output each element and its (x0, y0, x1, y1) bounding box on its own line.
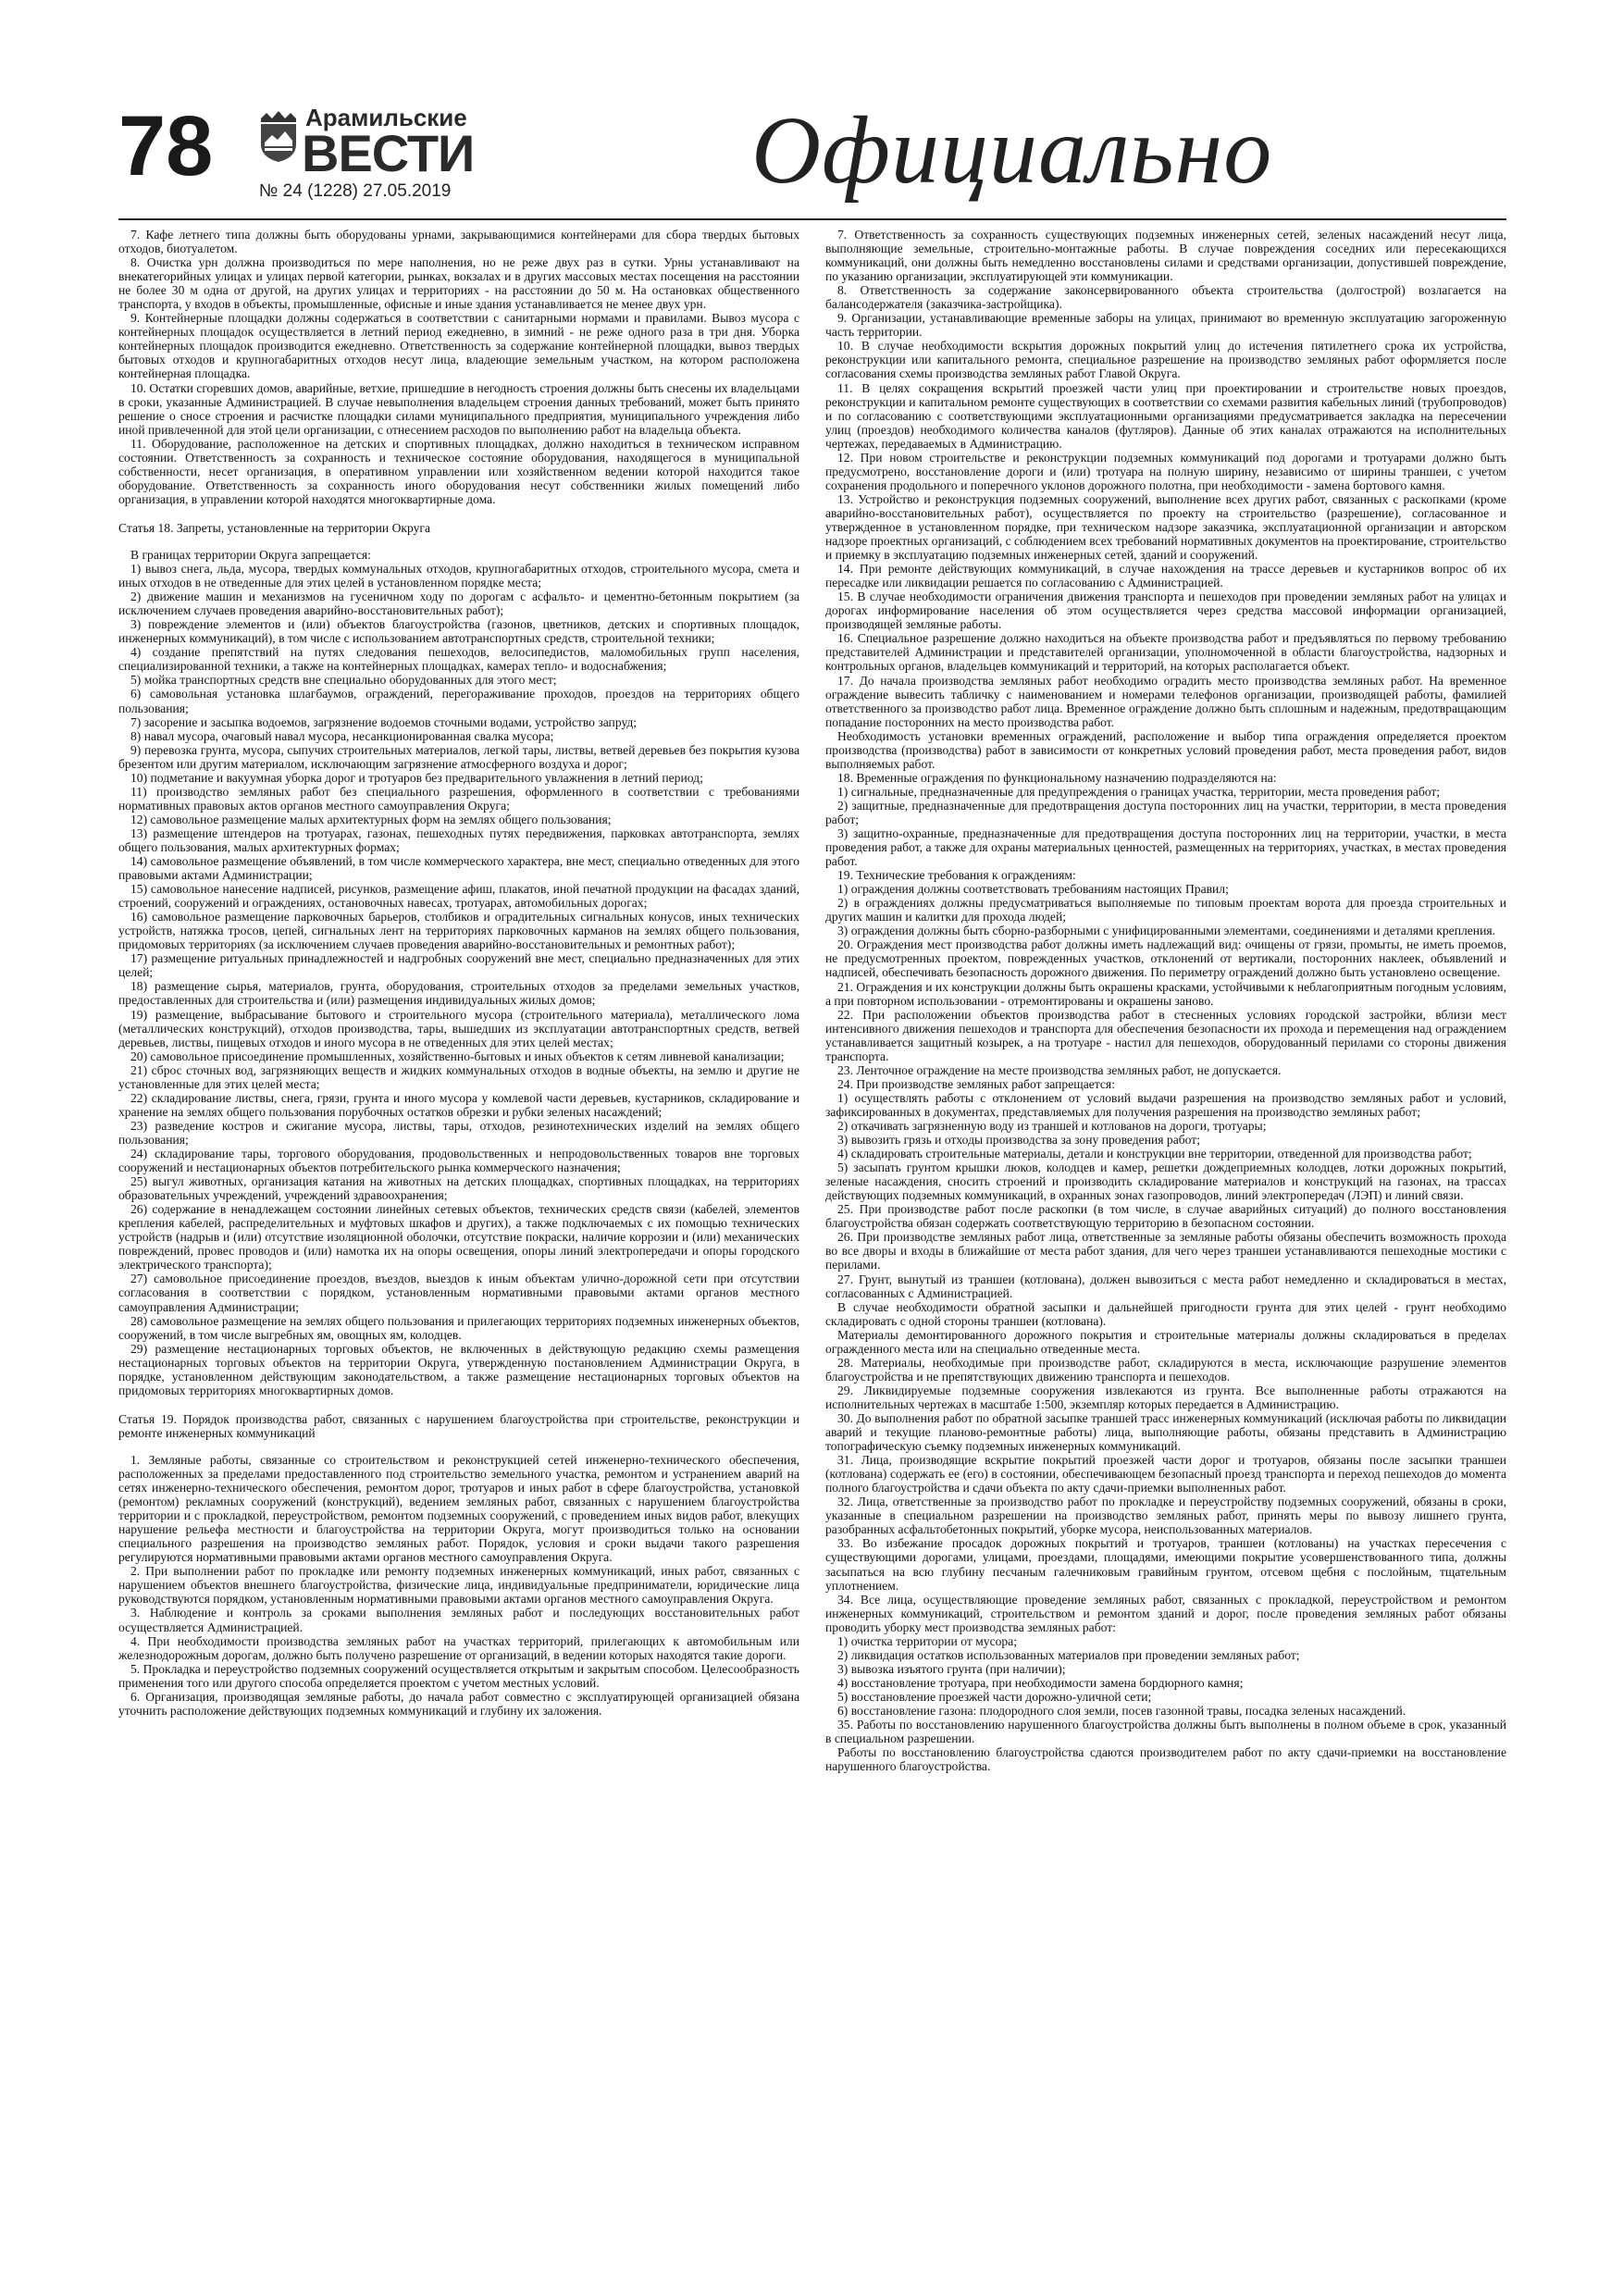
paragraph: 10. В случае необходимости вскрытия дорожных покрытий улиц до истечения пятилетнего срока их устройства, реконструкции или капитального ремонта, специальное разрешение на производство земляных работ оформляется после согласования схемы производства земляных работ Главой Округа. (825, 339, 1506, 381)
paragraph: 23) разведение костров и сжигание мусора, листвы, тары, отходов, резинотехнических изделий на землях общего пользования; (118, 1118, 799, 1147)
paragraph: 2) защитные, предназначенные для предотвращения доступа посторонних лиц на участки, территории, в места проведения работ; (825, 798, 1506, 826)
paragraph: 15) самовольное нанесение надписей, рисунков, размещение афиш, плакатов, иной печатной продукции на фасадах зданий, строений, сооружений и ограждениях, остановочных навесах, тротуарах, автомобильных дорогах; (118, 882, 799, 911)
paragraph: 13) размещение штендеров на тротуарах, газонах, пешеходных путях передвижения, парковках автотранспорта, землях общего пользования, малых архитектурных формах; (118, 825, 799, 854)
paragraph: 10) подметание и вакуумная уборка дорог и тротуаров без предварительного увлажнения в летний период; (130, 770, 703, 785)
paragraph: 17. До начала производства земляных работ необходимо оградить место производства земляных работ. На временное ограждение вывесить табличку с наименованием и номерами телефонов организации, производящей работы, фамилией ответственного за производство работ лица. Временное ограждение должно быть сплошным и надежным, предотвращающим попадание посторонних на место производства работ. (825, 673, 1506, 729)
paragraph: 28. Материалы, необходимые при производстве работ, складируются в места, исключающие разрушение элементов благоустройства и не препятствующих движению транспорта и пешеходов. (825, 1355, 1506, 1384)
paragraph: 11. Оборудование, расположенное на детских и спортивных площадках, должно находиться в техническом исправном состоянии. Ответственность за сохранность и техническое состояние оборудования, находящегося в муниципальной собственности, несет организация, в оперативном управлении или хозяйственном ведении которой находится такое оборудование. Ответственность за сохранность иного оборудования несут собственники жилых помещений либо организация, в управлении которой находятся многоквартирные дома. (118, 436, 799, 506)
paragraph: 7. Ответственность за сохранность существующих подземных инженерных сетей, зеленых насаждений несут лица, выполняющие земельные, строительно-монтажные работы. В случае повреждения соседних или пересекающихся коммуникаций, они должны быть немедленно восстановлены силами и средствами организации, допустившей повреждение, по указанию организации, эксплуатирующей эти коммуникации. (825, 228, 1506, 284)
paragraph: 5) засыпать грунтом крышки люков, колодцев и камер, решетки дождеприемных колодцев, лотки дорожных покрытий, зеленые насаждения, сносить строений и производить складирование материалов и конструкций на газонах, на трассах действующих подземных коммуникаций, в охранных зонах газопроводов, линий электропередач (ЛЭП) и линий связи. (825, 1160, 1506, 1203)
paragraph: 3) вывозка изъятого грунта (при наличии); (837, 1661, 1066, 1676)
paragraph: 26. При производстве земляных работ лица, ответственные за земляные работы обязаны обеспечить возможность прохода во все дворы и входы в ближайшие от места работ здания, для чего через траншеи устанавливаются пешеходные мостики с перилами. (825, 1230, 1506, 1272)
paragraph: Работы по восстановлению благоустройства сдаются производителем работ по акту сдачи-приемки на восстановление нарушенного благоустройства. (825, 1745, 1506, 1774)
paragraph: 4. При необходимости производства земляных работ на участках территорий, прилегающих к автомобильным или железнодорожным дорогам, должно быть получено разрешение от организаций, в ведении которых находятся такие дороги. (118, 1633, 799, 1662)
paragraph: 33. Во избежание просадок дорожных покрытий и тротуаров, траншеи (котлованы) на участках пересечения с существующими дорогами, улицами, проездами, площадями, имеющими покрытие усовершенствованного типа, должны засыпаться на всю глубину песчаным галечниковым гравийным грунтом, отсевом щебня с послойным, тщательным уплотнением. (825, 1536, 1506, 1593)
paragraph: 3) вывозить грязь и отходы производства за зону проведения работ; (837, 1133, 1200, 1148)
paragraph: 19) размещение, выбрасывание бытового и строительного мусора (строительного материала), металлического лома (металлических конструкций), отходов производства, тары, вышедших из эксплуатации автотранспортных средств, ветвей деревьев, листвы, пищевых отходов и иного мусора в не отведенных для этих целей местах; (118, 1007, 799, 1049)
paragraph: 14) самовольное размещение объявлений, в том числе коммерческого характера, вне мест, специально отведенных для этого правовыми актами Администрации; (118, 854, 799, 883)
paragraph: 31. Лица, производящие вскрытие покрытий проезжей части дорог и тротуаров, обязаны после засыпки траншеи (котлована) содержать ее (его) в состоянии, обеспечивающем безопасный проезд транспорта и переход пешеходов до момента полного благоустройства и сдачи объекта по акту сдачи-приемки выполненных работ. (825, 1453, 1506, 1496)
paragraph: 1) ограждения должны соответствовать требованиям настоящих Правил; (837, 882, 1229, 897)
paragraph: 6) восстановление газона: плодородного слоя земли, посев газонной травы, посадка зеленых насаждений. (837, 1703, 1406, 1718)
paragraph: 2) в ограждениях должны предусматриваться выполняемые по типовым проектам ворота для проезда строительных и других машин и калитки для прохода людей; (825, 896, 1506, 925)
paragraph: 11. В целях сокращения вскрытий проезжей части улиц при проектировании и строительстве новых проездов, реконструкции и капитальном ремонте существующих в соответствии со схемами развития кабельных линий (трубопроводов) и по согласованию с соответствующими эксплуатационными организациями предусматривается закладка на пересечении улиц (проездов) необходимого количества каналов (футляров). Данные об этих каналах отражаются на исполнительных чертежах, передаваемых в Администрацию. (825, 380, 1506, 451)
paragraph: 10. Остатки сгоревших домов, аварийные, ветхие, пришедшие в негодность строения должны быть снесены их владельцами в сроки, указанные Администрацией. В случае невыполнения владельцем строения данных требований, может быть принято решение о сносе строения и расчистке площадки силами муниципального предприятия, муниципального учреждения либо иной привлеченной для этой цели организации, с отнесением расходов по выполнению работ на владельца объекта. (118, 380, 799, 437)
paragraph: 14. При ремонте действующих коммуникаций, в случае нахождения на трассе деревьев и кустарников вопрос об их пересадке или ликвидации решается по согласованию с Администрацией. (825, 562, 1506, 590)
paragraph: В границах территории Округа запрещается: (130, 547, 371, 562)
paragraph: Необходимость установки временных ограждений, расположение и выбор типа ограждения определяется проектом производства (производства) работ в зависимости от конкретных условий проведения работ, места проведения работ, видов выполняемых работ. (825, 728, 1506, 771)
paragraph: 32. Лица, ответственные за производство работ по прокладке и переустройству подземных сооружений, обязаны в сроки, указанные в специальном разрешении на производство земляных работ, принять меры по вывозу лишнего грунта, разобранных асфальтобетонных покрытий, уборке мусора, неиспользованных материалов. (825, 1495, 1506, 1537)
paragraph: 13. Устройство и реконструкция подземных сооружений, выполнение всех других работ, связанных с раскопками (кроме аварийно-восстановительных работ), осуществляется по проекту на строительство (разрешение), согласованное и утвержденное в установленном порядке, при техническом надзоре заказчика, эксплуатационной организации и авторском надзоре проектных организаций, с соблюдением всех требований нормативных документов на проектирование, строительство и приемку в эксплуатацию подземных инженерных сетей, зданий и сооружений. (825, 491, 1506, 563)
section-title: Официально (751, 97, 1273, 204)
paragraph: 26) содержание в ненадлежащем состоянии линейных сетевых объектов, технических средств связи (кабелей, элементов крепления кабелей, распределительных и муфтовых шкафов и других), а также подключаемых с их помощью технических устройств (надрыв и (или) отсутствие изоляционной оболочки, отсутствие покраски, наличие коррозии и (или) механических повреждений, провес проводов и (или) намотка их на опоры освещения, опоры линий электропередачи и опоры городского электрического транспорта); (118, 1202, 799, 1272)
issue-info: № 24 (1228) 27.05.2019 (259, 181, 452, 201)
paragraph: 5) мойка транспортных средств вне специально оборудованных для этого мест; (130, 673, 557, 688)
newspaper-logo (257, 102, 479, 185)
paragraph: 27. Грунт, вынутый из траншеи (котлована), должен вывозиться с места работ немедленно и складироваться в местах, согласованных с Администрацией. (825, 1272, 1506, 1300)
paragraph: 4) складировать строительные материалы, детали и конструкции вне территории, отведенной для производства работ; (837, 1147, 1472, 1161)
paragraph: 25) выгул животных, организация катания на животных на детских площадках, спортивных площадках, на территориях образовательных учреждений, учреждений здравоохранения; (118, 1174, 799, 1203)
paragraph: 16. Специальное разрешение должно находиться на объекте производства работ и предъявляться по первому требованию представителей Администрации и представителей организации, уполномоченной в области благоустройства, надзорных и контрольных органов, владельцев коммуникаций и территорий, на которых располагается объект. (825, 631, 1506, 674)
paragraph: 29) размещение нестационарных торговых объектов, не включенных в действующую редакцию схемы размещения нестационарных торговых объектов на территории Округа, утвержденную постановлением Администрации Округа, в порядке, установленном действующим законодательством, а также размещение нестационарных торговых объектов на придомовых территориях многоквартирных домов. (118, 1341, 799, 1397)
paragraph: 1. Земляные работы, связанные со строительством и реконструкцией сетей инженерно-технического обеспечения, расположенных за пределами предоставленного под строительство земельного участка, ремонтом и устранением аварий на сетях инженерно-технического обеспечения, ремонтом дорог, тротуаров и иных работ в сфере благоустройства, установкой (ремонтом) рекламных сооружений (конструкций), ведением земляных работ, связанных с нарушением благоустройства территории и с прокладкой, переустройством, ремонтом подземных сооружений, с проведением иных видов работ, влекущих нарушение рельефа местности и благоустройства на территории Округа, могут производиться только на основании специального разрешения на производство земляных работ. Порядок, условия и сроки выдачи такого разрешения регулируются нормативными правовыми актами органов местного самоуправления Округа. (118, 1452, 799, 1565)
paragraph: 23. Ленточное ограждение на месте производства земляных работ, не допускается. (837, 1062, 1282, 1077)
paragraph: 25. При производстве работ после раскопки (в том числе, в случае аварийных ситуаций) до полного восстановления благоустройства обязан содержать соответствующую территорию в безопасном состоянии. (825, 1202, 1506, 1231)
paragraph: 2) движение машин и механизмов на гусеничном ходу по дорогам с асфальто- и цементно-бетонным покрытием (за исключением случаев проведения аварийно-восстановительных работ); (118, 590, 799, 618)
paragraph: 18. Временные ограждения по функциональному назначению подразделяются на: (837, 770, 1277, 785)
paragraph: 21. Ограждения и их конструкции должны быть окрашены красками, устойчивыми к неблагоприятным погодным условиям, а при повторном использовании - отремонтированы и окрашены заново. (825, 979, 1506, 1008)
logo-title: ВЕСТИ (302, 124, 475, 182)
left-column (118, 228, 799, 1718)
article-heading: Статья 18. Запреты, установленные на территории Округа (118, 520, 431, 535)
paragraph: 2. При выполнении работ по прокладке или ремонту подземных инженерных коммуникаций, иных работ, связанных с нарушением объектов внешнего благоустройства, физические лица, индивидуальные предприниматели, юридические лица руководствуются порядком, установленным нормативными правовыми актами органов местного самоуправления Округа. (118, 1564, 799, 1607)
paragraph: 4) восстановление тротуара, при необходимости замена бордюрного камня; (837, 1675, 1244, 1690)
paragraph: 9) перевозка грунта, мусора, сыпучих строительных материалов, легкой тары, листвы, ветвей деревьев без покрытия кузова брезентом или другим материалом, исключающим загрязнение атмосферного воздуха и дорог; (118, 742, 799, 771)
paragraph: 8. Ответственность за содержание законсервированного объекта строительства (долгострой) возлагается на балансодержателя (заказчика-застройщика). (825, 283, 1506, 312)
paragraph: 1) очистка территории от мусора; (837, 1633, 1018, 1648)
paragraph: 24) складирование тары, торгового оборудования, продовольственных и непродовольственных товаров вне торговых сооружений и нестационарных объектов потребительского рынка коммерческого назначения; (118, 1147, 799, 1175)
paragraph: 19. Технические требования к ограждениям: (837, 868, 1076, 883)
paragraph: Материалы демонтированного дорожного покрытия и строительные материалы должны складироваться в пределах огражденного места или на специально отведенные места. (825, 1327, 1506, 1356)
paragraph: 5) восстановление проезжей части дорожно-уличной сети; (837, 1689, 1152, 1704)
paragraph: 9. Организации, устанавливающие временные заборы на улицах, принимают во временную эксплуатацию загороженную часть территории. (825, 311, 1506, 340)
paragraph: 17) размещение ритуальных принадлежностей и надгробных сооружений вне мест, специально предназначенных для этих целей; (118, 951, 799, 980)
paragraph: 15. В случае необходимости ограничения движения транспорта и пешеходов при проведении земляных работ на улицах и дорогах информирование населения об этом осуществляется через средства массовой информации организацией, производящей земляные работы. (825, 590, 1506, 632)
paragraph: 11) производство земляных работ без специального разрешения, оформленного в соответствии с требованиями нормативных правовых актов органов местного самоуправления Округа; (118, 784, 799, 813)
paragraph: 7) засорение и засыпка водоемов, загрязнение водоемов сточными водами, устройство запруд; (130, 714, 638, 729)
paragraph: 12. При новом строительстве и реконструкции подземных коммуникаций под дорогами и тротуарами должно быть предусмотрено, восстановление дороги и (или) тротуара на полную ширину, независимо от ширины траншеи, с учетом сохранения продольного и поперечного уклонов дорожного полотна, при необходимости - замена бортового камня. (825, 450, 1506, 492)
coat-of-arms-icon (257, 109, 300, 163)
paragraph: 22. При расположении объектов производства работ в стесненных условиях городской застройки, вблизи мест интенсивного движения пешеходов и транспорта для обеспечения безопасности их прохода и перемещения над ограждением устанавливается защитный козырек, а на тротуаре - настил для пешеходов, оборудованный перилами со стороны движения транспорта. (825, 1007, 1506, 1063)
article-heading: Статья 19. Порядок производства работ, связанных с нарушением благоустройства при строительстве, реконструкции и ремонте инженерных коммуникаций (118, 1411, 799, 1440)
paragraph: 21) сброс сточных вод, загрязняющих веществ и жидких коммунальных отходов в водные объекты, на землю и другие не установленные для этих целей места; (118, 1062, 799, 1091)
paragraph: 16) самовольное размещение парковочных барьеров, столбиков и оградительных сигнальных конусов, иных технических устройств, натяжка тросов, цепей, сигнальных лент на территориях парковочных карманов на землях общего пользования, придомовых территориях (за исключением случаев проведения аварийно-восстановительных и ремонтных работ); (118, 910, 799, 952)
paragraph: 34. Все лица, осуществляющие проведение земляных работ, связанных с прокладкой, переустройством и ремонтом инженерных коммуникаций, строительством и ремонтом зданий и дорог, после проведения земляных работ обязаны проводить уборку мест производства земляных работ: (825, 1592, 1506, 1634)
paragraph: 4) создание препятствий на путях следования пешеходов, велосипедистов, маломобильных групп населения, специализированной техники, а также на контейнерных площадках, камерах тепло- и водоснабжения; (118, 645, 799, 674)
paragraph: 20. Ограждения мест производства работ должны иметь надлежащий вид: очищены от грязи, промыты, не иметь проемов, не предусмотренных проектом, поврежденных участков, отклонений от вертикали, посторонних наклеек, объявлений и надписей, обеспечивать безопасность дорожного движения. По периметру ограждений должно быть установлено освещение. (825, 937, 1506, 980)
paragraph: 24. При производстве земляных работ запрещается: (837, 1076, 1115, 1091)
paragraph: 3) ограждения должны быть сборно-разборными с унифицированными элементами, соединениями и деталями крепления. (837, 924, 1495, 938)
paragraph: 7. Кафе летнего типа должны быть оборудованы урнами, закрывающимися контейнерами для сбора твердых бытовых отходов, биотуалетом. (118, 228, 799, 256)
paragraph: 35. Работы по восстановлению нарушенного благоустройства должны быть выполнены в полном объеме в срок, указанный в специальном разрешении. (825, 1718, 1506, 1746)
paragraph: 1) вывоз снега, льда, мусора, твердых коммунальных отходов, крупногабаритных отходов, строительного мусора, смета и иных отходов в не отведенные для этих целей в установленном порядке места; (118, 562, 799, 590)
paragraph: 2) откачивать загрязненную воду из траншей и котлованов на дороги, тротуары; (837, 1119, 1267, 1133)
paragraph: 27) самовольное присоединение проездов, въездов, выездов к иным объектам улично-дорожной сети при отсутствии согласования в соответствии с порядком, установленным нормативными правовыми актами органов местного самоуправления Администрации; (118, 1272, 799, 1314)
paragraph: 3) защитно-охранные, предназначенные для предотвращения доступа посторонних лиц на территории, участки, в места проведения работ, а также для охраны материальных ценностей, размещенных на территориях, участках, в местах проведения работ. (825, 826, 1506, 869)
paragraph: 8) навал мусора, очаговый навал мусора, несанкционированная свалка мусора; (130, 728, 554, 743)
paragraph: 1) сигнальные, предназначенные для предупреждения о границах участка, территории, места проведения работ; (837, 784, 1441, 799)
paragraph: 20) самовольное присоединение промышленных, хозяйственно-бытовых и иных объектов к сетям ливневой канализации; (130, 1049, 785, 1063)
paragraph: 5. Прокладка и переустройство подземных сооружений осуществляется открытым и закрытым способом. Целесообразность применения того или другого способа определяется проектом с учетом местных условий. (118, 1661, 799, 1690)
paragraph: 18) размещение сырья, материалов, грунта, оборудования, строительных отходов за пределами земельных участков, предоставленных для строительства и (или) размещения индивидуальных жилых домов; (118, 979, 799, 1008)
paragraph: 2) ликвидация остатков использованных материалов при проведении земляных работ; (837, 1647, 1300, 1662)
paragraph: 8. Очистка урн должна производиться по мере наполнения, но не реже двух раз в сутки. Урны устанавливают на внекатегорийных улицах и улицах первой категории, рынках, вокзалах и в других массовых местах посещения на расстоянии не более 30 м одна от другой, на других улицах и территориях - на расстоянии до 50 м. На остановках общественного транспорта, у входов в объекты, промышленные, офисные и иные здания устанавливается не менее двух урн. (118, 255, 799, 312)
paragraph: 6. Организация, производящая земляные работы, до начала работ совместно с эксплуатирующей организацией обязана уточнить расположение действующих подземных коммуникаций и глубину их заложения. (118, 1689, 799, 1718)
paragraph: 3) повреждение элементов и (или) объектов благоустройства (газонов, цветников, детских и спортивных площадок, инженерных коммуникаций), в том числе с использованием автотранспортных средств, строительной техники; (118, 617, 799, 646)
paragraph: 6) самовольная установка шлагбаумов, ограждений, перегораживание проходов, проездов на территориях общего пользования; (118, 687, 799, 715)
paragraph: 30. До выполнения работ по обратной засыпке траншей трасс инженерных коммуникаций (исключая работы по ликвидации аварий и текущие планово-ремонтные работы) лица, выполняющие работы, обязаны представить в Администрацию топографическую съемку подземных инженерных коммуникаций. (825, 1410, 1506, 1454)
paragraph: 3. Наблюдение и контроль за сроками выполнения земляных работ и последующих восстановительных работ осуществляется Администрацией. (118, 1606, 799, 1634)
paragraph: 9. Контейнерные площадки должны содержаться в соответствии с санитарными нормами и правилами. Вывоз мусора с контейнерных площадок осуществляется в летний период ежедневно, в зимний - не реже одного раза в три дня. Уборка контейнерных площадок производится ежедневно. Ответственность за содержание контейнерной площадки, вывоз твердых бытовых отходов и крупногабаритных отходов несут лица, владеющие земельным участком, на котором расположена контейнерная площадка. (118, 311, 799, 381)
header-rule (118, 218, 1506, 220)
page-number: 78 (118, 99, 214, 193)
paragraph: 28) самовольное размещение на землях общего пользования и прилегающих территориях подземных инженерных объектов, сооружений, в том числе выгребных ям, овощных ям, колодцев. (118, 1313, 799, 1342)
paragraph: 12) самовольное размещение малых архитектурных форм на землях общего пользования; (130, 812, 612, 826)
right-column (825, 228, 1506, 1773)
paragraph: 29. Ликвидируемые подземные сооружения извлекаются из грунта. Все выполненные работы отражаются на исполнительных чертежах в масштабе 1:500, экземпляр которых передается в Администрацию. (825, 1383, 1506, 1411)
paragraph: 1) осуществлять работы с отклонением от условий выдачи разрешения на производство земляных работ и условий, зафиксированных в документах, представляемых для получения разрешения на производство земляных работ; (825, 1090, 1506, 1119)
paragraph: 22) складирование листвы, снега, грязи, грунта и иного мусора у комлевой части деревьев, кустарников, складирование и хранение на землях общего пользования порубочных остатков обрезки и рубки зеленых насаждений; (118, 1090, 799, 1119)
paragraph: В случае необходимости обратной засыпки и дальнейшей пригодности грунта для этих целей - грунт необходимо складировать с одной стороны траншеи (котлована). (825, 1299, 1506, 1328)
logo-subtitle: Арамильские (305, 104, 467, 131)
